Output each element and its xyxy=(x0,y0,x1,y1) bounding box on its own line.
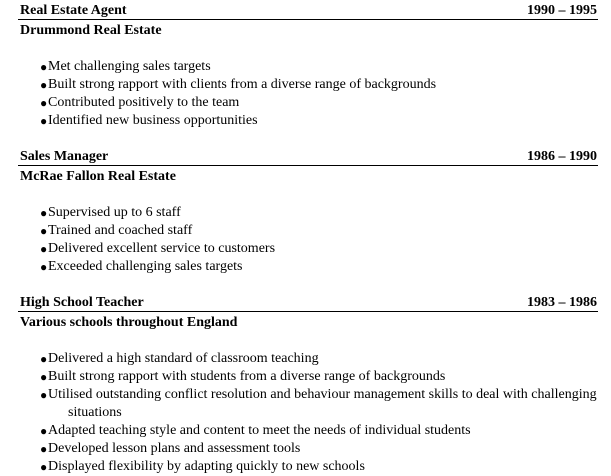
job-title: High School Teacher xyxy=(20,295,144,310)
bullet-icon: ● xyxy=(40,96,48,110)
list-item: ● Trained and coached staff xyxy=(40,223,193,238)
employer-name: McRae Fallon Real Estate xyxy=(20,169,176,184)
list-item: ● Utilised outstanding conflict resolution and behaviour management skills to deal with challenging situations xyxy=(40,387,597,420)
bullet-icon: ● xyxy=(40,60,48,74)
job-dates: 1983 – 1986 xyxy=(527,295,597,310)
list-item: ● Built strong rapport with clients from a diverse range of backgrounds xyxy=(40,77,437,92)
job-entry-real-estate-agent xyxy=(18,2,598,130)
bullet-icon: ● xyxy=(40,260,48,274)
bullet-icon: ● xyxy=(40,388,48,402)
bullet-icon: ● xyxy=(40,206,48,220)
list-item: ● Supervised up to 6 staff xyxy=(40,205,181,220)
bullet-icon: ● xyxy=(40,78,48,92)
job-dates: 1986 – 1990 xyxy=(527,149,597,164)
job-header xyxy=(18,2,598,20)
duties-list xyxy=(18,58,598,130)
bullet-icon: ● xyxy=(40,460,48,474)
list-item: ● Developed lesson plans and assessment tools xyxy=(40,441,301,456)
employer-name: Drummond Real Estate xyxy=(20,23,162,38)
job-header xyxy=(18,148,598,166)
bullet-icon: ● xyxy=(40,370,48,384)
bullet-icon: ● xyxy=(40,224,48,238)
list-item: ● Exceeded challenging sales targets xyxy=(40,259,243,274)
list-item: ● Identified new business opportunities xyxy=(40,113,258,128)
bullet-icon: ● xyxy=(40,114,48,128)
list-item: ● Contributed positively to the team xyxy=(40,95,240,110)
bullet-icon: ● xyxy=(40,352,48,366)
job-dates: 1990 – 1995 xyxy=(527,3,597,18)
job-header xyxy=(18,294,598,312)
job-entry-high-school-teacher xyxy=(18,294,598,476)
list-item: ● Met challenging sales targets xyxy=(40,59,211,74)
duties-list xyxy=(18,350,598,476)
bullet-icon: ● xyxy=(40,424,48,438)
job-title: Real Estate Agent xyxy=(20,3,127,18)
list-item: ● Built strong rapport with students from a diverse range of backgrounds xyxy=(40,369,446,384)
employer-name: Various schools throughout England xyxy=(20,315,238,330)
duties-list xyxy=(18,204,598,276)
job-title: Sales Manager xyxy=(20,149,109,164)
list-item: ● Displayed flexibility by adapting quickly to new schools xyxy=(40,459,365,474)
list-item: ● Adapted teaching style and content to meet the needs of individual students xyxy=(40,423,471,438)
bullet-icon: ● xyxy=(40,242,48,256)
job-entry-sales-manager xyxy=(18,148,598,276)
list-item: ● Delivered a high standard of classroom teaching xyxy=(40,351,319,366)
bullet-icon: ● xyxy=(40,442,48,456)
list-item: ● Delivered excellent service to customers xyxy=(40,241,276,256)
